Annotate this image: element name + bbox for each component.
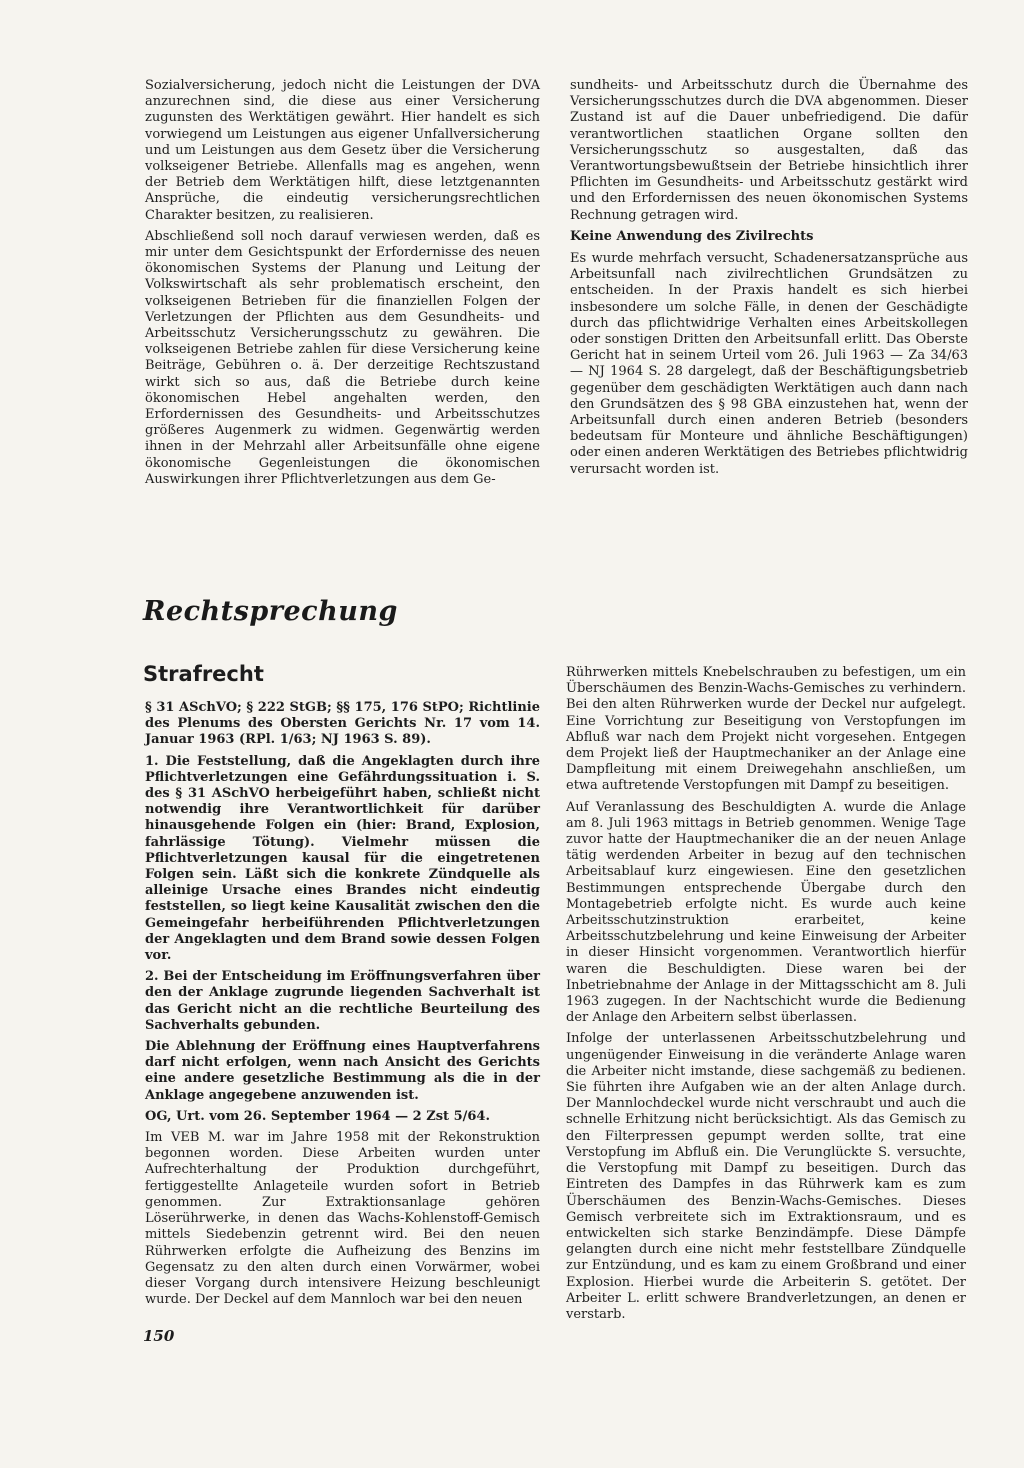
section-title: Strafrecht bbox=[143, 662, 264, 686]
page-number: 150 bbox=[143, 1327, 175, 1345]
rubric-title: Rechtsprechung bbox=[143, 596, 398, 627]
section-heading: Keine Anwendung des Zivilrechts bbox=[570, 228, 814, 244]
headnote: 2. Bei der Entscheidung im Eröffnungsverfahren über den der Anklage zugrunde liegenden Sachverhalt ist das Gericht nicht an die rechtliche Beurteilung des Sachverhalts gebunden. bbox=[145, 969, 540, 1033]
paragraph: sundheits- und Arbeitsschutz durch die Übernahme des Versicherungsschutzes durch die DVA abgenommen. Dieser Zustand ist auf die Dauer unbefriedigend. Die dafür verantwortlichen staatlichen Organe sollten den Versicherungsschutz so ausgestalten, daß das Verantwortungsbewußtsein der Betriebe hinsichtlich ihrer Pflichten im Gesundheits- und Arbeitsschutz gestärkt wird und den Erfordernissen des neuen ökonomischen Systems Rechnung getragen wird. bbox=[570, 78, 968, 223]
paragraph: Auf Veranlassung des Beschuldigten A. wurde die Anlage am 8. Juli 1963 mittags in Betrieb genommen. Wenige Tage zuvor hatte der Hauptmechaniker die an der neuen Anlage tätig werdenden Arbeiter in bezug auf den technischen Arbeitsablauf kurz eingewiesen. Eine den gesetzlichen Bestimmungen entsprechende Übergabe durch den Montagebetrieb erfolgte nicht. Es wurde auch keine Arbeitsschutzinstruktion erarbeitet, keine Arbeitsschutzbelehrung und keine Einweisung der Arbeiter in dieser Hinsicht vorgenommen. Verantwortlich hierfür waren die Beschuldigten. Diese waren bei der Inbetriebnahme der Anlage in der Mittagsschicht am 8. Juli 1963 zugegen. In der Nachtschicht wurde die Bedienung der Anlage den Arbeitern selbst überlassen. bbox=[566, 799, 966, 1026]
paragraph: Es wurde mehrfach versucht, Schadenersatzansprüche aus Arbeitsunfall nach zivilrechtlichen Grundsätzen zu entscheiden. In der Praxis handelt es sich hierbei insbesondere um solche Fälle, in denen der Geschädigte durch das pflichtwidrige Verhalten eines Arbeitskollegen oder sonstigen Dritten den Arbeitsunfall erlitt. Das Oberste Gericht hat in seinem Urteil vom 26. Juli 1963 — Za 34/63 — NJ 1964 S. 28 dargelegt, daß der Beschäftigungsbetrieb gegenüber dem geschädigten Werktätigen auch dann nach den Grundsätzen des § 98 GBA einzustehen hat, wenn der Arbeitsunfall durch einen anderen Betrieb (besonders bedeutsam für Monteure und ähnliche Beschäftigungen) oder einen anderen Werktätigen des Betriebes pflichtwidrig verursacht worden ist. bbox=[570, 251, 968, 477]
top-left-column bbox=[145, 78, 540, 493]
top-right-column bbox=[570, 78, 968, 483]
headnote: Die Ablehnung der Eröffnung eines Hauptverfahrens darf nicht erfolgen, wenn nach Ansicht des Gerichts eine andere gesetzliche Bestimmung als die in der Anklage angegebene anzuwenden ist. bbox=[145, 1039, 540, 1103]
bottom-left-column bbox=[145, 700, 540, 1313]
paragraph: Abschließend soll noch darauf verwiesen werden, daß es mir unter dem Gesichtspunkt der Erfordernisse des neuen ökonomischen Systems der Planung und Leitung der Volkswirtschaft als sehr problematisch erscheint, den volkseigenen Betrieben für die finanziellen Folgen der Verletzungen der Pflichten aus dem Gesundheits- und Arbeitsschutz Versicherungsschutz zu gewähren. Die volkseigenen Betriebe zahlen für diese Versicherung keine Beiträge, Gebühren o. ä. Der derzeitige Rechtszustand wirkt sich so aus, daß die Betriebe durch keine ökonomischen Hebel angehalten werden, den Erfordernissen des Gesundheits- und Arbeitsschutzes größeres Augenmerk zu widmen. Gegenwärtig werden ihnen in der Mehrzahl aller Arbeitsunfälle ohne eigene ökonomische Gegenleistungen die ökonomischen Auswirkungen ihrer Pflichtverletzungen aus dem Ge- bbox=[145, 228, 540, 487]
paragraph: Rührwerken mittels Knebelschrauben zu befestigen, um ein Überschäumen des Benzin-Wachs-Gemisches zu verhindern. Bei den alten Rührwerken wurde der Deckel nur aufgelegt. Eine Vorrichtung zur Beseitigung von Verstopfungen im Abfluß war nach dem Projekt nicht vorgesehen. Entgegen dem Projekt ließ der Hauptmechaniker an der Anlage eine Dampfleitung mit einem Dreiwegehahn anschließen, um etwa auftretende Verstopfungen mit Dampf zu beseitigen. bbox=[566, 665, 966, 794]
bottom-right-column bbox=[566, 665, 966, 1328]
paragraph: Sozialversicherung, jedoch nicht die Leistungen der DVA anzurechnen sind, die diese aus einer Versicherung zugunsten des Werktätigen gewährt. Hier handelt es sich vorwiegend um Leistungen aus eigener Unfallversicherung und um Leistungen aus dem Gesetz über die Versicherung volkseigener Betriebe. Allenfalls mag es angehen, wenn der Betrieb dem Werktätigen hilft, diese letztgenannten Ansprüche, die eindeutig versicherungsrechtlichen Charakter besitzen, zu realisieren. bbox=[145, 78, 540, 223]
statute-citation: § 31 ASchVO; § 222 StGB; §§ 175, 176 StPO; Richtlinie des Plenums des Obersten Gerichts Nr. 17 vom 14. Januar 1963 (RPl. 1/63; NJ 1963 S. 89). bbox=[145, 700, 540, 748]
decision-reference: OG, Urt. vom 26. September 1964 — 2 Zst 5/64. bbox=[145, 1108, 490, 1124]
paragraph: Infolge der unterlassenen Arbeitsschutzbelehrung und ungenügender Einweisung in die veränderte Anlage waren die Arbeiter nicht imstande, diese sachgemäß zu bedienen. Sie führten ihre Aufgaben wie an der alten Anlage durch. Der Mannlochdeckel wurde nicht verschraubt und auch die schnelle Erhitzung nicht berücksichtigt. Als das Gemisch zu den Filterpressen gepumpt werden sollte, trat eine Verstopfung im Abfluß ein. Die Verunglückte S. versuchte, die Verstopfung mit Dampf zu beseitigen. Durch das Eintreten des Dampfes in das Rührwerk kam es zum Überschäumen des Benzin-Wachs-Gemisches. Dieses Gemisch verbreitete sich im Extraktionsraum, und es entwickelten sich starke Benzindämpfe. Diese Dämpfe gelangten durch eine nicht mehr feststellbare Zündquelle zur Entzündung, und es kam zu einem Großbrand und einer Explosion. Hierbei wurde die Arbeiterin S. getötet. Der Arbeiter L. erlitt schwere Brandverletzungen, an denen er verstarb. bbox=[566, 1031, 966, 1322]
headnote: 1. Die Feststellung, daß die Angeklagten durch ihre Pflichtverletzungen eine Gefährdungssituation i. S. des § 31 ASchVO herbeigeführt haben, schließt nicht notwendig ihre Verantwortlichkeit für darüber hinausgehende Folgen ein (hier: Brand, Explosion, fahrlässige Tötung). Vielmehr müssen die Pflichtverletzungen kausal für die eingetretenen Folgen sein. Läßt sich die konkrete Zündquelle als alleinige Ursache eines Brandes nicht eindeutig feststellen, so liegt keine Kausalität zwischen den die Gemeingefahr herbeiführenden Pflichtverletzungen der Angeklagten und dem Brand sowie dessen Folgen vor. bbox=[145, 753, 540, 964]
paragraph: Im VEB M. war im Jahre 1958 mit der Rekonstruktion begonnen worden. Diese Arbeiten wurden unter Aufrechterhaltung der Produktion durchgeführt, fertiggestellte Anlageteile wurden sofort in Betrieb genommen. Zur Extraktionsanlage gehören Löserührwerke, in denen das Wachs-Kohlenstoff-Gemisch mittels Siedebenzin getrennt wird. Bei den neuen Rührwerken erfolgte die Aufheizung des Benzins im Gegensatz zu den alten durch einen Vorwärmer, wobei dieser Vorgang durch intensivere Heizung beschleunigt wurde. Der Deckel auf dem Mannloch war bei den neuen bbox=[145, 1130, 540, 1308]
